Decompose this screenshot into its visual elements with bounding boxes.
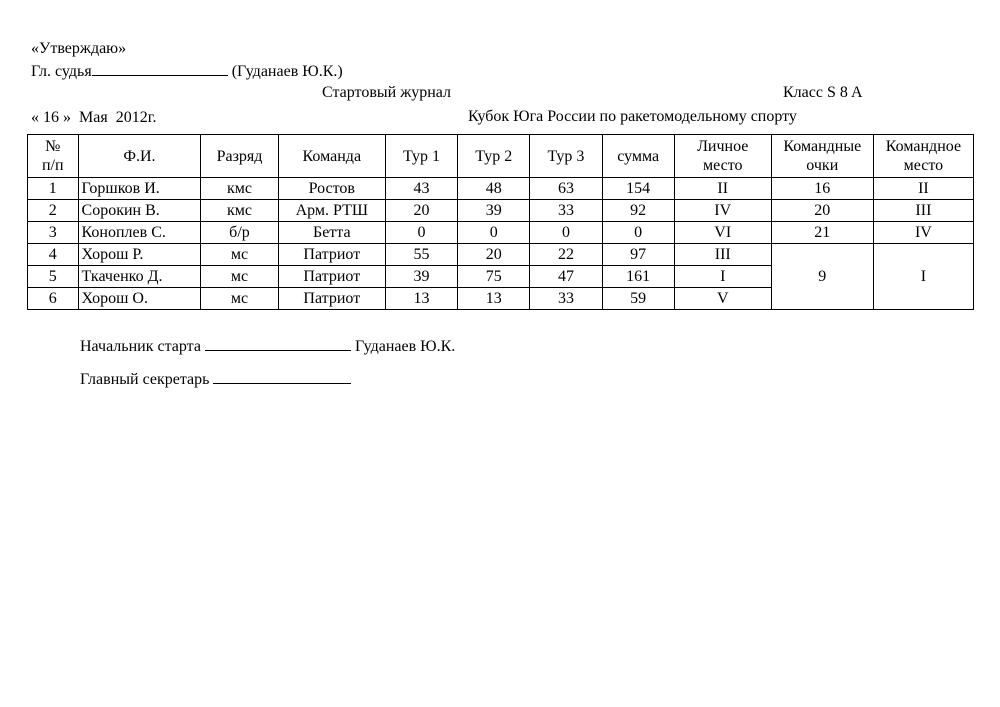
- cell-num: 2: [28, 200, 79, 222]
- header-rank: Разряд: [201, 135, 278, 178]
- cell-team-points: 16: [771, 178, 873, 200]
- cell-team: Ростов: [278, 178, 385, 200]
- cell-num: 1: [28, 178, 79, 200]
- date-line: « 16 » Мая 2012г.: [31, 109, 157, 126]
- table-row: [28, 244, 974, 266]
- class-label: Класс S 8 A: [783, 84, 863, 101]
- cell-rank: кмс: [201, 178, 278, 200]
- cell-round2: 20: [458, 244, 530, 266]
- header-team-place: Командное место: [873, 135, 973, 178]
- cell-personal-place: V: [674, 288, 771, 310]
- cell-team-place: II: [873, 178, 973, 200]
- cell-round1: 13: [385, 288, 457, 310]
- cell-name: Хорош Р.: [78, 244, 201, 266]
- results-table: [27, 134, 974, 310]
- cell-round1: 55: [385, 244, 457, 266]
- judge-name: (Гуданаев Ю.К.): [231, 63, 343, 80]
- cell-round3: 63: [530, 178, 602, 200]
- cell-team-place: III: [873, 200, 973, 222]
- cell-personal-place: I: [674, 266, 771, 288]
- header-round3: Тур 3: [530, 135, 602, 178]
- cell-sum: 92: [602, 200, 674, 222]
- cell-personal-place: IV: [674, 200, 771, 222]
- cell-team: Патриот: [278, 266, 385, 288]
- cell-num: 3: [28, 222, 79, 244]
- cell-sum: 154: [602, 178, 674, 200]
- header-num: № п/п: [28, 135, 79, 178]
- cell-rank: б/р: [201, 222, 278, 244]
- cell-team-place: I: [873, 244, 973, 310]
- header-personal-place: Личное место: [674, 135, 771, 178]
- judge-line: [31, 61, 343, 82]
- cell-rank: мс: [201, 266, 278, 288]
- cell-round1: 43: [385, 178, 457, 200]
- start-chief-line: [80, 336, 455, 357]
- table-row: [28, 178, 974, 200]
- cell-round3: 47: [530, 266, 602, 288]
- cell-team-points: 21: [771, 222, 873, 244]
- header-name: Ф.И.: [78, 135, 201, 178]
- cell-round2: 39: [458, 200, 530, 222]
- journal-title: Стартовый журнал: [322, 84, 452, 101]
- cell-team: Патриот: [278, 288, 385, 310]
- judge-signature-blank: [92, 61, 228, 76]
- cell-name: Горшков И.: [78, 178, 201, 200]
- cell-round3: 22: [530, 244, 602, 266]
- cell-round3: 33: [530, 200, 602, 222]
- approve-label: «Утверждаю»: [31, 40, 127, 57]
- cell-round1: 39: [385, 266, 457, 288]
- header-round2: Тур 2: [458, 135, 530, 178]
- cell-round2: 48: [458, 178, 530, 200]
- cell-team-points: 9: [771, 244, 873, 310]
- secretary-line: [80, 369, 351, 390]
- cell-num: 5: [28, 266, 79, 288]
- cell-personal-place: III: [674, 244, 771, 266]
- cell-round3: 0: [530, 222, 602, 244]
- table-row: [28, 222, 974, 244]
- cell-name: Сорокин В.: [78, 200, 201, 222]
- cell-rank: кмс: [201, 200, 278, 222]
- header-round1: Тур 1: [385, 135, 457, 178]
- cell-sum: 161: [602, 266, 674, 288]
- cell-team: Патриот: [278, 244, 385, 266]
- cell-num: 4: [28, 244, 79, 266]
- start-chief-label: Начальник старта: [80, 338, 201, 355]
- cell-name: Хорош О.: [78, 288, 201, 310]
- cell-round2: 0: [458, 222, 530, 244]
- cell-team-place: IV: [873, 222, 973, 244]
- cell-name: Коноплев С.: [78, 222, 201, 244]
- cell-sum: 59: [602, 288, 674, 310]
- cell-round2: 13: [458, 288, 530, 310]
- header-team-points: Командные очки: [771, 135, 873, 178]
- cell-team-points: 20: [771, 200, 873, 222]
- judge-label: Гл. судья: [31, 63, 92, 80]
- cell-round1: 0: [385, 222, 457, 244]
- cell-team: Бетта: [278, 222, 385, 244]
- header-team: Команда: [278, 135, 385, 178]
- cell-team: Арм. РТШ: [278, 200, 385, 222]
- cell-sum: 0: [602, 222, 674, 244]
- table-row: [28, 200, 974, 222]
- cell-rank: мс: [201, 244, 278, 266]
- secretary-label: Главный секретарь: [80, 371, 210, 388]
- start-chief-signature-blank: [205, 336, 351, 351]
- cell-rank: мс: [201, 288, 278, 310]
- competition-title: Кубок Юга России по ракетомодельному спорту: [468, 108, 797, 125]
- secretary-signature-blank: [213, 369, 351, 384]
- table-header-row: [28, 135, 974, 178]
- start-chief-name: Гуданаев Ю.К.: [354, 338, 456, 355]
- header-sum: сумма: [602, 135, 674, 178]
- cell-sum: 97: [602, 244, 674, 266]
- cell-personal-place: VI: [674, 222, 771, 244]
- cell-num: 6: [28, 288, 79, 310]
- cell-personal-place: II: [674, 178, 771, 200]
- cell-round1: 20: [385, 200, 457, 222]
- cell-name: Ткаченко Д.: [78, 266, 201, 288]
- cell-round3: 33: [530, 288, 602, 310]
- cell-round2: 75: [458, 266, 530, 288]
